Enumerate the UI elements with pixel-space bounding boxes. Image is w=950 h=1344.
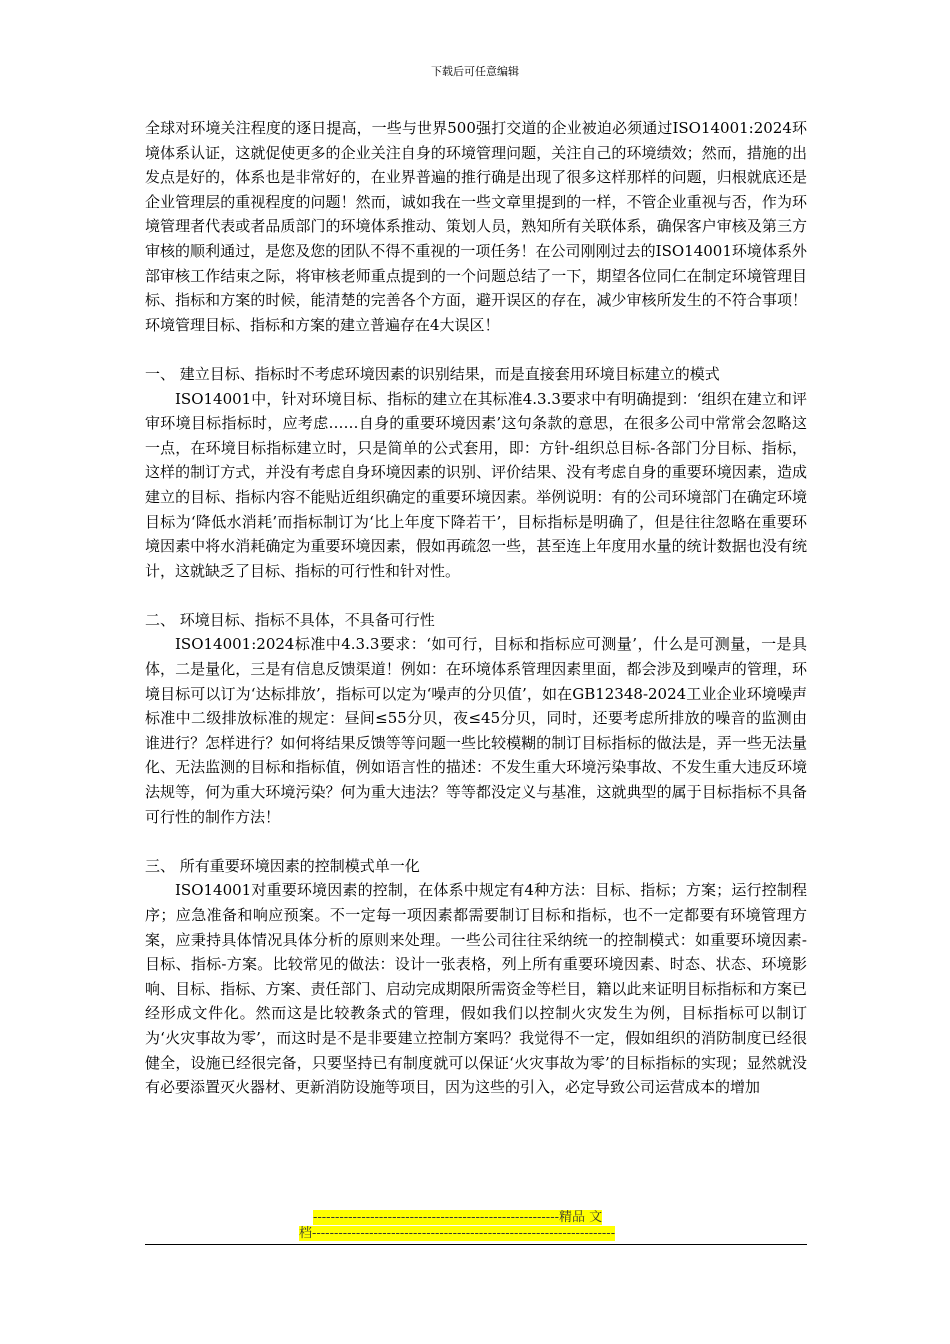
section-1-body: ISO14001中，针对环境目标、指标的建立在其标准4.3.3要求中有明确提到：‘组织在建立和评审环境目标指标时，应考虑……自身的重要环境因素’这句条款的意思，在很多公司中常常会忽略这一点，在环境目标指标建立时，只是简单的公式套用，即：方针-组织总目标-各部门分目标、指标，这样的制订方式，并没有考虑自身环境因素的识别、评价结果、没有考虑自身的重要环境因素，造成建立的目标、指标内容不能贴近组织确定的重要环境因素。举例说明：有的公司环境部门在确定环境目标为‘降低水消耗’而指标制订为‘比上年度下降若干’，目标指标是明确了，但是往往忽略在重要环境因素中将水消耗确定为重要环境因素，假如再疏忽一些，甚至连上年度用水量的统计数据也没有统计，这就缺乏了目标、指标的可行性和针对性。 (145, 389, 807, 580)
page-header: 下载后可任意编辑 (431, 65, 519, 78)
paragraph-gap (145, 583, 807, 608)
section-1-heading: 一、 建立目标、指标时不考虑环境因素的识别结果，而是直接套用环境目标建立的模式 (145, 364, 720, 383)
section-2-heading: 二、 环境目标、指标不具体，不具备可行性 (145, 610, 435, 629)
footer-line-2 (145, 1226, 807, 1242)
footer-divider (145, 1244, 807, 1245)
paragraph-gap (145, 337, 807, 362)
footer-line-1 (145, 1210, 807, 1226)
section-3-heading: 三、 所有重要环境因素的控制模式单一化 (145, 856, 420, 875)
footer-watermark-1: --------------------------------------------------------精品 文 (313, 1210, 603, 1225)
section-2-body: ISO14001:2024标准中4.3.3要求：‘如可行，目标和指标应可测量’，什么是可测量，一是具体，二是量化，三是有信息反馈渠道！例如：在环境体系管理因素里面，都会涉及到噪声的管理，环境目标可以订为‘达标排放’，指标可以定为‘噪声的分贝值’，如在GB12348-2024工业企业环境噪声标准中二级排放标准的规定：昼间≤55分贝，夜≤45分贝，同时，还要考虑所排放的噪音的监测由谁进行？怎样进行？如何将结果反馈等等问题一些比较模糊的制订目标指标的做法是，弄一些无法量化、无法监测的目标和指标值，例如语言性的描述：不发生重大环境污染事故、不发生重大违反环境法规等，何为重大环境污染？何为重大违法？等等都没定义与基准，这就典型的属于目标指标不具备可行性的制作方法！ (145, 635, 807, 826)
intro-paragraph: 全球对环境关注程度的逐日提高，一些与世界500强打交道的企业被迫必须通过ISO14001:2024环境体系认证，这就促使更多的企业关注自身的环境管理问题，关注自己的环境绩效；然而，措施的出发点是好的，体系也是非常好的，在业界普遍的推行确是出现了很多这样那样的问题，归根就底还是企业管理层的重视程度的问题！然而，诚如我在一些文章里提到的一样，不管企业重视与否，作为环境管理者代表或者品质部门的环境体系推动、策划人员，熟知所有关联体系，确保客户审核及第三方审核的顺利通过，是您及您的团队不得不重视的一项任务！在公司刚刚过去的ISO14001环境体系外部审核工作结束之际，将审核老师重点提到的一个问题总结了一下，期望各位同仁在制定环境管理目标、指标和方案的时候，能清楚的完善各个方面，避开误区的存在，减少审核所发生的不符合事项！环境管理目标、指标和方案的建立普遍存在4大误区！ (145, 119, 807, 334)
section-3-body: ISO14001对重要环境因素的控制，在体系中规定有4种方法：目标、指标；方案；运行控制程序；应急准备和响应预案。不一定每一项因素都需要制订目标和指标，也不一定都要有环境管理方案，应秉持具体情况具体分析的原则来处理。一些公司往往采纳统一的控制模式：如重要环境因素-目标、指标-方案。比较常见的做法：设计一张表格，列上所有重要环境因素、时态、状态、环境影响、目标、指标、方案、责任部门、启动完成期限所需资金等栏目，籍以此来证明目标指标和方案已经形成文件化。然而这是比较教条式的管理，假如我们以控制火灾发生为例，目标指标可以制订为‘火灾事故为零’，而这时是不是非要建立控制方案吗？我觉得不一定，假如组织的消防制度已经很健全，设施已经很完备，只要坚持已有制度就可以保证‘火灾事故为零’的目标指标的实现；显然就没有必要添置灭火器材、更新消防设施等项目，因为这些的引入，必定导致公司运营成本的增加 (145, 881, 807, 1097)
page-footer (145, 1210, 807, 1242)
footer-watermark-2: 档--------------------------------------------------------------------- (299, 1226, 616, 1241)
document-body (145, 116, 807, 1100)
paragraph-gap (145, 829, 807, 854)
